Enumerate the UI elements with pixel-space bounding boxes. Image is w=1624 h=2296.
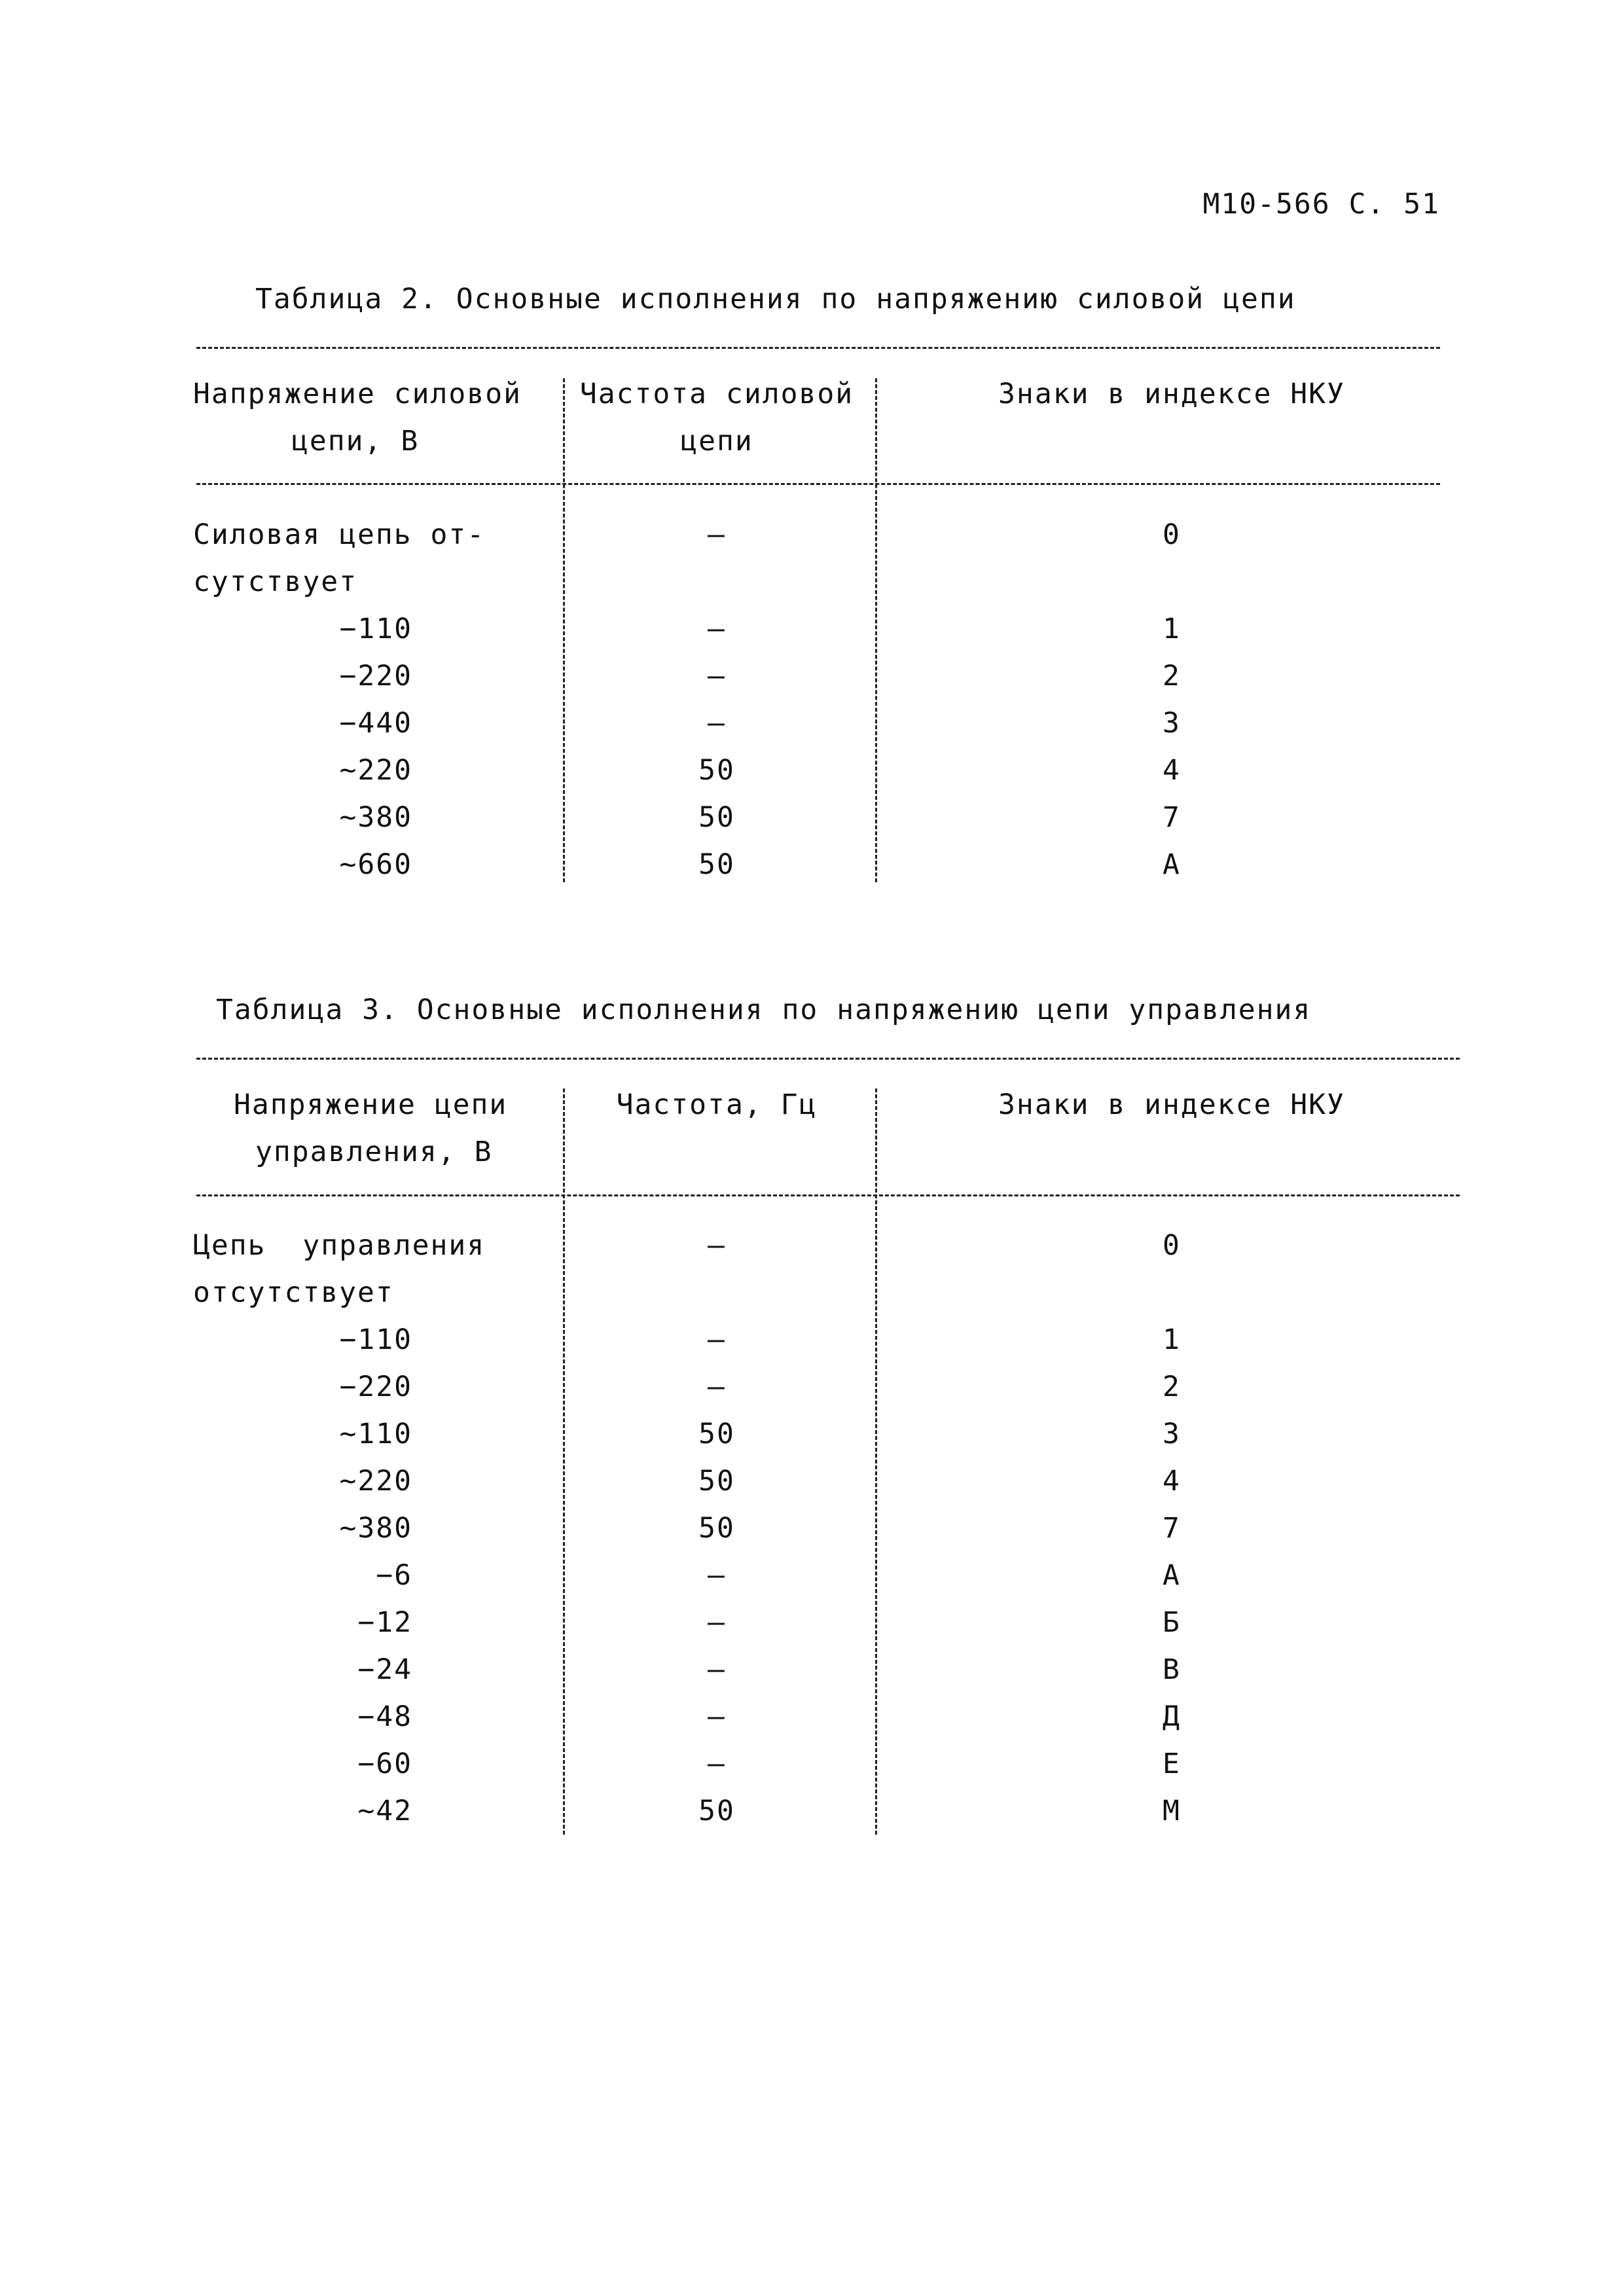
table3-row-2-code: 2 bbox=[1163, 1371, 1181, 1403]
table2-row-2-frequency: – bbox=[708, 660, 726, 692]
table2-row-1-code: 1 bbox=[1163, 613, 1181, 645]
table3-row-6-voltage: −6 bbox=[376, 1559, 412, 1592]
table2-header-frequency-line1: Частота силовой bbox=[579, 378, 854, 410]
table3-header-frequency: Частота, Гц bbox=[616, 1088, 818, 1121]
table3-row-10-code: Е bbox=[1163, 1748, 1181, 1780]
table3-row-5-code: 7 bbox=[1163, 1512, 1181, 1545]
table2-separator-1 bbox=[563, 378, 565, 882]
table2-row-3-frequency: – bbox=[708, 707, 726, 740]
table3-row-4-voltage: ~220 bbox=[339, 1465, 412, 1498]
table3-row-9-frequency: – bbox=[708, 1700, 726, 1733]
table3-row-0-voltage: Цепь управления bbox=[193, 1229, 486, 1262]
table2-row-1-frequency: – bbox=[708, 613, 726, 645]
table3-row-0-frequency: – bbox=[708, 1229, 726, 1262]
table3-row-0-voltage: отсутствует bbox=[193, 1276, 394, 1309]
table2-header-rule bbox=[196, 483, 1440, 485]
table3-row-11-voltage: ~42 bbox=[357, 1795, 412, 1827]
table3-row-6-frequency: – bbox=[708, 1559, 726, 1592]
table2-separator-2 bbox=[875, 378, 877, 882]
table3-row-6-code: А bbox=[1163, 1559, 1181, 1592]
table3-row-3-voltage: ~110 bbox=[339, 1418, 412, 1450]
table2-header-code: Знаки в индексе НКУ bbox=[998, 378, 1345, 410]
table3-row-11-code: М bbox=[1163, 1795, 1181, 1827]
table3-top-rule bbox=[196, 1058, 1460, 1060]
table2-row-0-frequency: – bbox=[708, 518, 726, 551]
table2-row-6-frequency: 50 bbox=[698, 848, 735, 881]
table2-row-0-code: 0 bbox=[1163, 518, 1181, 551]
table2-row-3-code: 3 bbox=[1163, 707, 1181, 740]
table2-row-6-code: А bbox=[1163, 848, 1181, 881]
table3-row-1-frequency: – bbox=[708, 1323, 726, 1356]
table3-row-10-voltage: −60 bbox=[357, 1748, 412, 1780]
table3-header-code: Знаки в индексе НКУ bbox=[998, 1088, 1345, 1121]
table2-header-voltage-line1: Напряжение силовой bbox=[193, 378, 522, 410]
table2-row-1-voltage: −110 bbox=[339, 613, 412, 645]
table3-separator-2 bbox=[875, 1088, 877, 1835]
table3-row-11-frequency: 50 bbox=[698, 1795, 735, 1827]
table3-row-8-voltage: −24 bbox=[357, 1653, 412, 1686]
table2-top-rule bbox=[196, 347, 1440, 349]
table2-row-5-code: 7 bbox=[1163, 801, 1181, 834]
table3-row-3-frequency: 50 bbox=[698, 1418, 735, 1450]
table2-row-0-voltage: сутствует bbox=[193, 565, 357, 598]
table3-title: Таблица 3. Основные исполнения по напряжению цепи управления bbox=[216, 994, 1312, 1026]
table3-row-5-frequency: 50 bbox=[698, 1512, 735, 1545]
table3-row-0-code: 0 bbox=[1163, 1229, 1181, 1262]
table3-row-9-code: Д bbox=[1163, 1700, 1181, 1733]
page-reference: М10-566 С. 51 bbox=[1202, 188, 1440, 221]
table3-row-7-code: Б bbox=[1163, 1606, 1181, 1639]
table3-row-2-frequency: – bbox=[708, 1371, 726, 1403]
table2-row-4-frequency: 50 bbox=[698, 754, 735, 787]
table2-row-4-code: 4 bbox=[1163, 754, 1181, 787]
table2-row-5-voltage: ~380 bbox=[339, 801, 412, 834]
table2-row-6-voltage: ~660 bbox=[339, 848, 412, 881]
table2-row-0-voltage: Силовая цепь от- bbox=[193, 518, 486, 551]
table2-row-4-voltage: ~220 bbox=[339, 754, 412, 787]
table3-header-voltage-line2: управления, В bbox=[255, 1136, 493, 1168]
table3-row-4-frequency: 50 bbox=[698, 1465, 735, 1498]
table3-separator-1 bbox=[563, 1088, 565, 1835]
table3-row-9-voltage: −48 bbox=[357, 1700, 412, 1733]
table3-row-1-code: 1 bbox=[1163, 1323, 1181, 1356]
table2-title: Таблица 2. Основные исполнения по напряжению силовой цепи bbox=[255, 283, 1296, 315]
table3-header-rule bbox=[196, 1194, 1460, 1196]
table3-row-2-voltage: −220 bbox=[339, 1371, 412, 1403]
table2-header-voltage-line2: цепи, В bbox=[291, 425, 420, 457]
table3-row-1-voltage: −110 bbox=[339, 1323, 412, 1356]
table3-row-7-frequency: – bbox=[708, 1606, 726, 1639]
table3-header-voltage-line1: Напряжение цепи bbox=[234, 1088, 508, 1121]
table3-row-8-frequency: – bbox=[708, 1653, 726, 1686]
table3-row-7-voltage: −12 bbox=[357, 1606, 412, 1639]
table2-row-2-code: 2 bbox=[1163, 660, 1181, 692]
table3-row-10-frequency: – bbox=[708, 1748, 726, 1780]
table3-row-3-code: 3 bbox=[1163, 1418, 1181, 1450]
table3-row-8-code: В bbox=[1163, 1653, 1181, 1686]
table2-header-frequency-line2: цепи bbox=[680, 425, 753, 457]
table3-row-4-code: 4 bbox=[1163, 1465, 1181, 1498]
table3-row-5-voltage: ~380 bbox=[339, 1512, 412, 1545]
table2-row-2-voltage: −220 bbox=[339, 660, 412, 692]
table2-row-3-voltage: −440 bbox=[339, 707, 412, 740]
table2-row-5-frequency: 50 bbox=[698, 801, 735, 834]
